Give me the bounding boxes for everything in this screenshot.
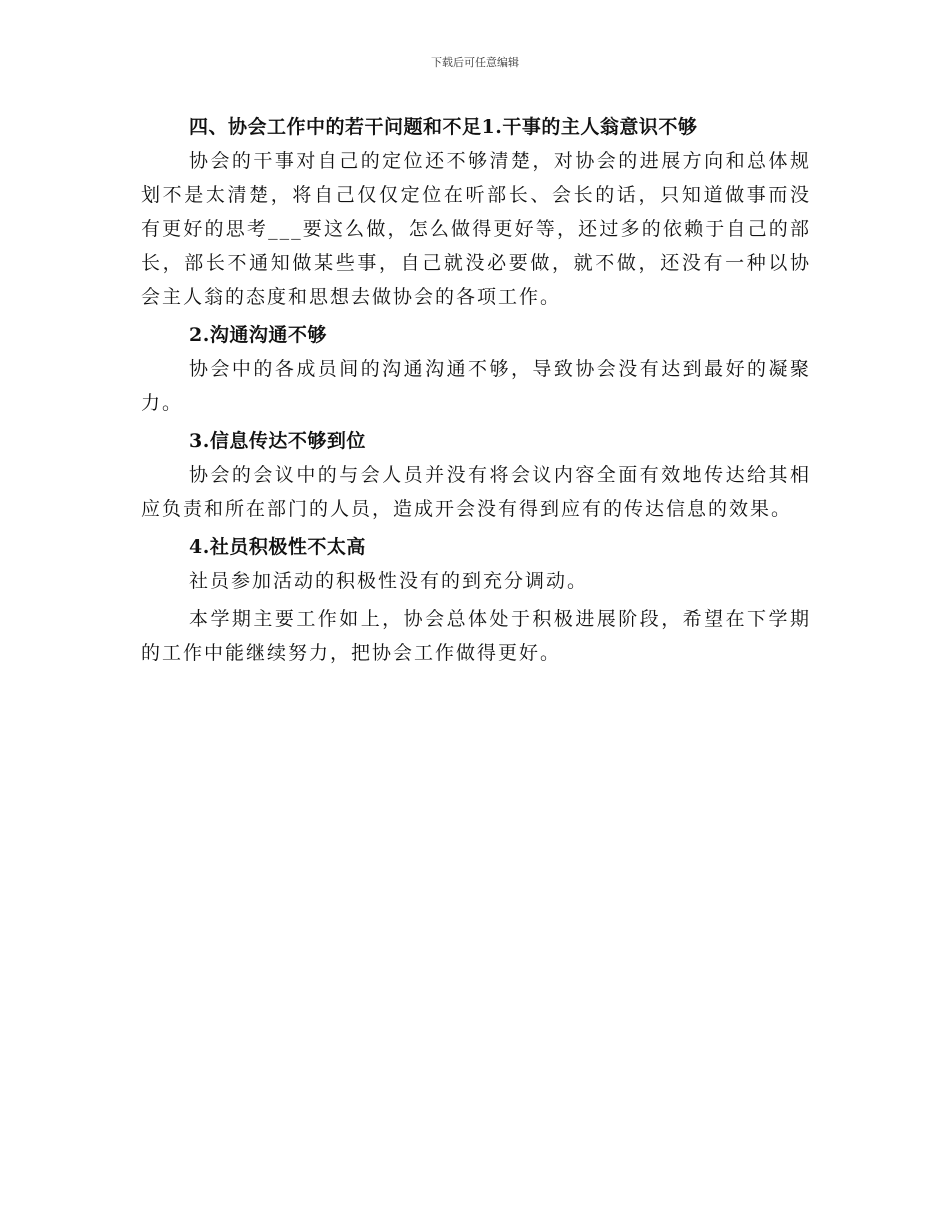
document-body xyxy=(141,110,811,674)
paragraph-2: 协会中的各成员间的沟通沟通不够，导致协会没有达到最好的凝聚力。 xyxy=(141,358,811,414)
subheading-2: 2.沟通沟通不够 xyxy=(189,324,327,346)
section-heading: 四、协会工作中的若干问题和不足1.干事的主人翁意识不够 xyxy=(189,116,698,138)
subheading-3: 3.信息传达不够到位 xyxy=(189,430,366,452)
paragraph-3: 协会的会议中的与会人员并没有将会议内容全面有效地传达给其相应负责和所在部门的人员，造成开会没有得到应有的传达信息的效果。 xyxy=(141,464,811,520)
page-header-note: 下载后可任意编辑 xyxy=(431,56,519,69)
paragraph-5: 本学期主要工作如上，协会总体处于积极进展阶段，希望在下学期的工作中能继续努力，把协会工作做得更好。 xyxy=(141,608,811,664)
subheading-4: 4.社员积极性不太高 xyxy=(189,536,366,558)
paragraph-1: 协会的干事对自己的定位还不够清楚，对协会的进展方向和总体规划不是太清楚，将自己仅仅定位在听部长、会长的话，只知道做事而没有更好的思考___要这么做，怎么做得更好等，还过多的依赖于自己的部长，部长不通知做某些事，自己就没必要做，就不做，还没有一种以协会主人翁的态度和思想去做协会的各项工作。 xyxy=(141,150,811,308)
paragraph-4: 社员参加活动的积极性没有的到充分调动。 xyxy=(189,570,589,592)
